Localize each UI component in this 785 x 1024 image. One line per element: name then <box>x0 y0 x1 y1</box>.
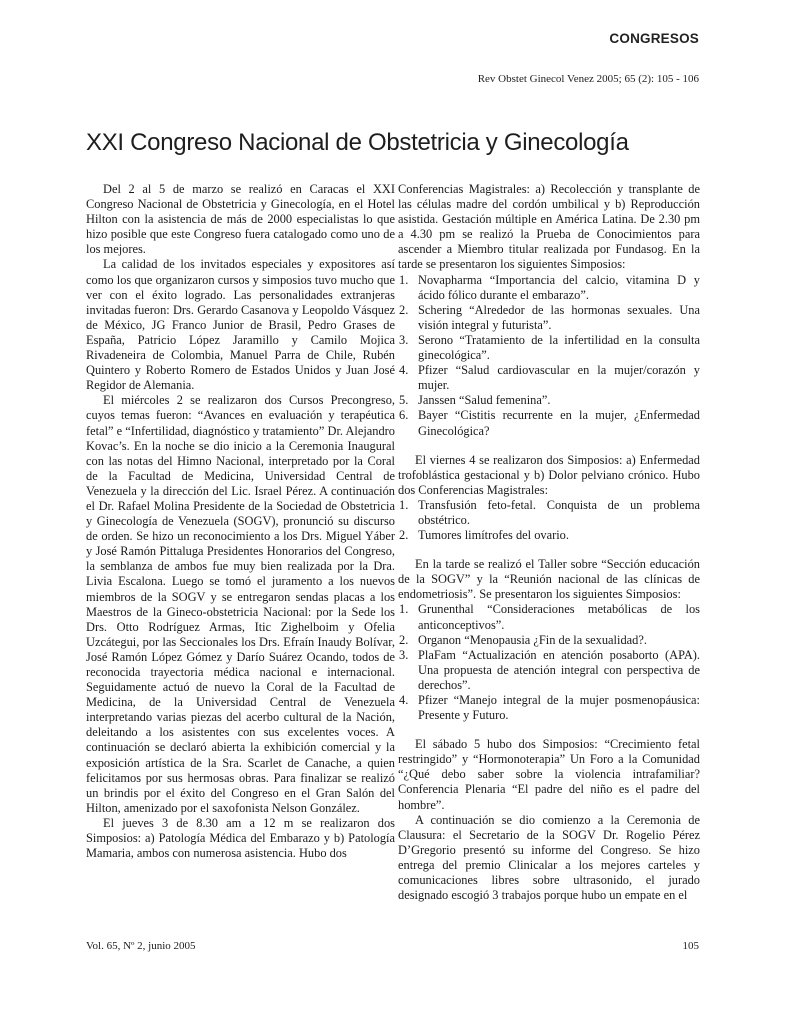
left-column <box>86 182 395 861</box>
conferences-list-friday <box>398 498 700 543</box>
list-item: 2. Organon “Menopausia ¿Fin de la sexualidad?. <box>399 632 647 647</box>
list-item: 1. Novapharma “Importancia del calcio, vitamina D y ácido fólico durante el embarazo”. <box>399 272 700 302</box>
paragraph: En la tarde se realizó el Taller sobre “Sección educación de la SOGV” y la “Reunión nacional de las clínicas de endometriosis”. Se presentaron los siguientes Simposios: <box>398 557 700 602</box>
list-item: 4. Pfizer “Salud cardiovascular en la mujer/corazón y mujer. <box>399 363 700 393</box>
symposia-list-thursday <box>398 273 700 439</box>
article-title: XXI Congreso Nacional de Obstetricia y Ginecología <box>86 129 629 156</box>
list-item: 6. Bayer “Cistitis recurrente en la mujer, ¿Enfermedad Ginecológica? <box>399 408 700 438</box>
footer-volume: Vol. 65, Nº 2, junio 2005 <box>86 940 196 952</box>
paragraph: A continuación se dio comienzo a la Ceremonia de Clausura: el Secretario de la SOGV Dr. Rogelio Pérez D’Gregorio presentó su informe del Congreso. Se hizo entrega del premio Clinicalar a los mejores carteles y comunicaciones libres sobre ultrasonido, el jurado designado escogió 3 trabajos porque hubo un empate en el <box>398 812 700 903</box>
paragraph: El sábado 5 hubo dos Simposios: “Crecimiento fetal restringido” y “Hormonoterapia” Un Foro a la Comunidad “¿Qué debo saber sobre la violencia intrafamiliar? Conferencia Plenaria “El padre del niño es el padre del hombre”. <box>398 737 700 812</box>
paragraph: La calidad de los invitados especiales y expositores así como los que organizaron cursos y simposios tuvo mucho que ver con el éxito logrado. Las personalidades extranjeras invitadas fueron: Drs. Gerardo Casanova y Leopoldo Vásquez de México, JG Franco Junior de Brasil, Pedro Grases de España, Patricio López Jaramillo y Camilo Mojica Rivadeneira de Colombia, Manuel Parra de Chile, Rubén Quintero y Roberto Romero de Estados Unidos y Juan José Regidor de Alemania. <box>86 257 395 393</box>
paragraph: Del 2 al 5 de marzo se realizó en Caracas el XXI Congreso Nacional de Obstetricia y Ginecología, en el Hotel Hilton con la asistencia de más de 2000 especialistas lo que hizo posible que este Congreso fuera catalogado como uno de los mejores. <box>86 182 395 257</box>
list-item: 4. Pfizer “Manejo integral de la mujer posmenopáusica: Presente y Futuro. <box>399 693 700 723</box>
list-item: 5. Janssen “Salud femenina”. <box>399 393 551 408</box>
page-number: 105 <box>682 940 699 952</box>
paragraph: El miércoles 2 se realizaron dos Cursos Precongreso, cuyos temas fueron: “Avances en evaluación y terapéutica fetal” e “Infertilidad, diagnóstico y tratamiento” Dr. Alejandro Kovac’s. En la noche se dio inicio a la Ceremonia Inaugural con las notas del Himno Nacional, interpretado por la Coral de la Facultad de Medicina, Universidad Central de Venezuela y la dirección del Lic. Israel Pérez. A continuación el Dr. Rafael Molina Presidente de la Sociedad de Obstetricia y Ginecología de Venezuela (SOGV), pronunció su discurso de orden. Se hizo un reconocimiento a los Drs. Miguel Yáber y José Ramón Pittaluga Presidentes Honorarios del Congreso, la semblanza de ambos fue muy bien realizada por la Dra. Livia Escalona. Luego se tomó el juramento a los nuevos miembros de la SOGV y se entregaron sendas placas a los Maestros de la Gineco-obstetricia Nacional: por la Sede los Drs. Otto Rodríguez Armas, Itic Zighelboim y Ofelia Uzcátegui, por las Seccionales los Drs. Efraín Inaudy Bolívar, José Ramón López Gómez y Darío Suárez Ocando, todos de reconocida trayectoria médica nacional e internacional. Seguidamente actuó de nuevo la Coral de la Facultad de Medicina, de la Universidad Central de Venezuela interpretando varias piezas del acerbo cultural de la Nación, deleitando a los asistentes con sus excelentes voces. A continuación se declaró abierta la exhibición comercial y la exposición artística de la Sra. Scarlet de Canache, a quien felicitamos por sus hermosas obras. Para finalizar se realizó un brindis por el éxito del Congreso en el Gran Salón del Hilton, amenizado por el saxofonista Nelson González. <box>86 393 395 815</box>
list-item: 2. Schering “Alrededor de las hormonas sexuales. Una visión integral y futurista”. <box>399 302 700 332</box>
list-item: 1. Grunenthal “Consideraciones metabólicas de los anticonceptivos”. <box>399 602 700 632</box>
journal-citation: Rev Obstet Ginecol Venez 2005; 65 (2): 105 - 106 <box>477 73 699 85</box>
right-column <box>398 182 700 903</box>
section-label: CONGRESOS <box>609 31 699 46</box>
list-item: 2. Tumores limítrofes del ovario. <box>399 528 569 543</box>
list-item: 1. Transfusión feto-fetal. Conquista de un problema obstétrico. <box>399 497 700 527</box>
list-item: 3. Serono “Tratamiento de la infertilidad en la consulta ginecológica”. <box>399 332 700 363</box>
paragraph: El viernes 4 se realizaron dos Simposios: a) Enfermedad trofoblástica gestacional y b) Dolor pelviano crónico. Hubo dos Conferencias Magistrales: <box>398 452 700 497</box>
list-item: 3. PlaFam “Actualización en atención posaborto (APA). Una propuesta de atención integral con perspectiva de derechos”. <box>399 647 700 692</box>
paragraph: El jueves 3 de 8.30 am a 12 m se realizaron dos Simposios: a) Patología Médica del Embarazo y b) Patología Mamaria, ambos con numerosa asistencia. Hubo dos <box>86 815 395 861</box>
symposia-list-friday <box>398 602 700 723</box>
paragraph: Conferencias Magistrales: a) Recolección y transplante de las células madre del cordón umbilical y b) Reproducción asistida. Gestación múltiple en América Latina. De 2.30 pm a 4.30 pm se realizó la Prueba de Conocimientos para ascender a Miembro titular realizada por Fundasog. En la tarde se presentaron los siguientes Simposios: <box>398 182 700 272</box>
